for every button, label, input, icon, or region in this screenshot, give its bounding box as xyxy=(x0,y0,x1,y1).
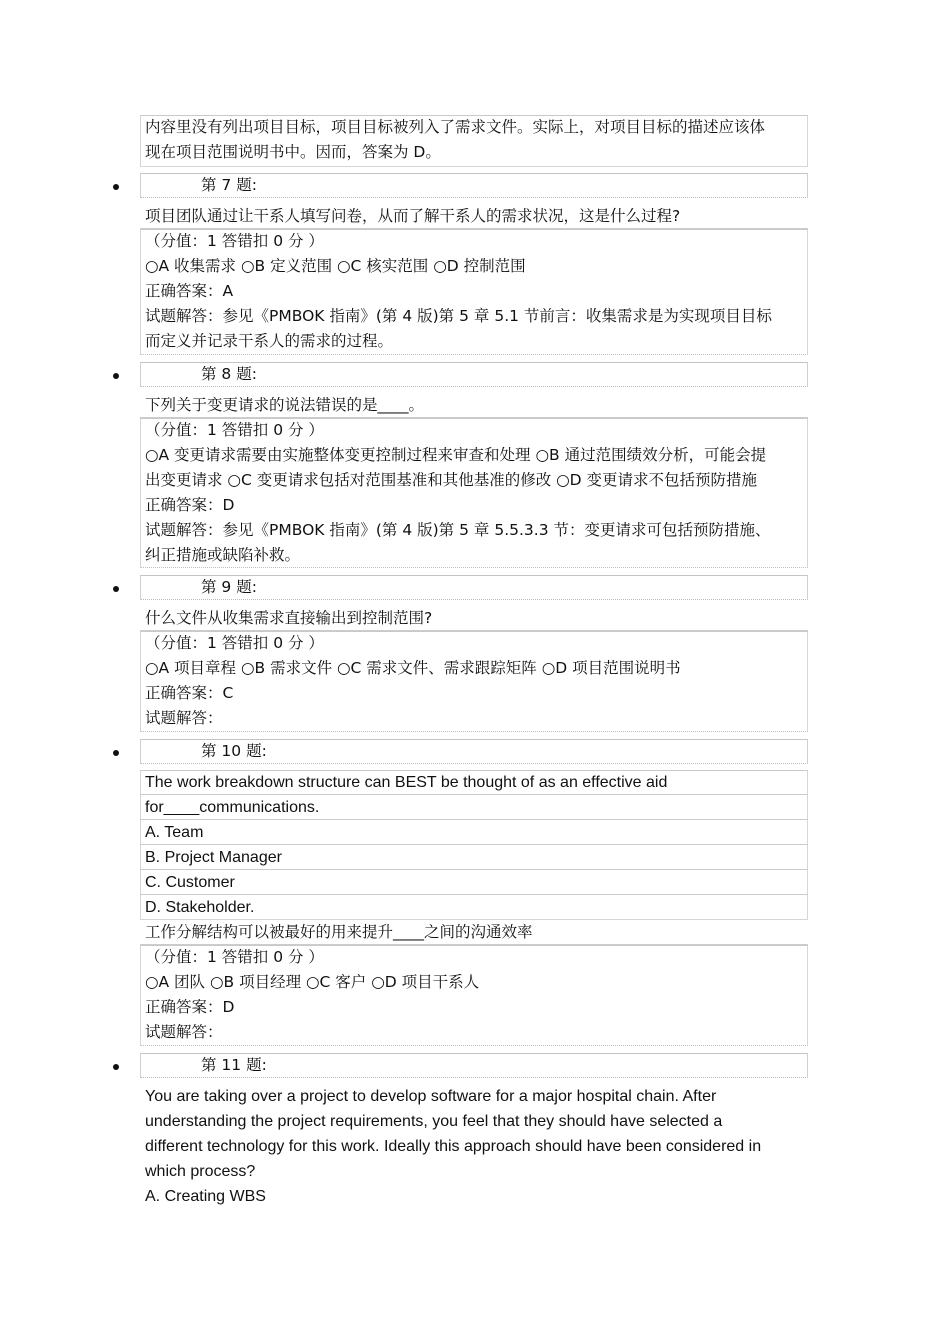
q7-answer: 正确答案：A xyxy=(145,282,234,300)
q10-header xyxy=(140,739,808,764)
q10-option-d: D. Stakeholder. xyxy=(145,899,255,916)
q9-header xyxy=(140,575,808,600)
q8-options-2: 出变更请求 ○C 变更请求包括对范围基准和其他基准的修改 ○D 变更请求不包括预防措施 xyxy=(145,471,758,489)
bullet-icon xyxy=(113,750,119,756)
q11-en-line-4: which process? xyxy=(145,1163,256,1180)
q7-score: （分值：1 答错扣 0 分 ） xyxy=(145,232,324,250)
q10-answer: 正确答案：D xyxy=(145,998,235,1016)
bullet-icon xyxy=(113,184,119,190)
q8-score: （分值：1 答错扣 0 分 ） xyxy=(145,421,324,439)
q10-en-line-1: The work breakdown structure can BEST be thought of as an effective aid xyxy=(140,770,808,795)
q8-header xyxy=(140,362,808,387)
q7-label: 第 7 题: xyxy=(201,176,257,194)
q9-question: 什么文件从收集需求直接输出到控制范围? xyxy=(140,606,808,631)
q11-header xyxy=(140,1053,808,1078)
q10-question-cn: 工作分解结构可以被最好的用来提升____之间的沟通效率 xyxy=(140,920,808,945)
bullet-icon xyxy=(113,1064,119,1070)
bullet-icon xyxy=(113,373,119,379)
q7-explain-2: 而定义并记录干系人的需求的过程。 xyxy=(145,332,394,350)
q10-explain: 试题解答： xyxy=(145,1023,223,1041)
q7-question: 项目团队通过让干系人填写问卷，从而了解干系人的需求状况，这是什么过程? xyxy=(140,204,808,229)
q10-en-line-2: for____communications. xyxy=(140,795,808,820)
intro-line-1: 内容里没有列出项目目标，项目目标被列入了需求文件。实际上，对项目目标的描述应该体 xyxy=(145,118,766,136)
q11-en-line-2: understanding the project requirements, you feel that they should have selected a xyxy=(145,1113,723,1130)
q9-score: （分值：1 答错扣 0 分 ） xyxy=(145,634,324,652)
q8-answer: 正确答案：D xyxy=(145,496,235,514)
q8-label: 第 8 题: xyxy=(201,365,257,383)
q8-explain-2: 纠正措施或缺陷补救。 xyxy=(145,546,301,564)
intro-line-2: 现在项目范围说明书中。因而，答案为 D。 xyxy=(145,143,441,161)
q10-option-b: B. Project Manager xyxy=(140,845,808,870)
q11-en-line-3: different technology for this work. Ideally this approach should have been considered in xyxy=(145,1138,762,1155)
q10-option-c: C. Customer xyxy=(140,870,808,895)
bullet-icon xyxy=(113,586,119,592)
q11-label: 第 11 题: xyxy=(201,1056,267,1074)
q8-explain-1: 试题解答：参见《PMBOK 指南》(第 4 版)第 5 章 5.5.3.3 节：变更请求可包括预防措施、 xyxy=(145,521,771,539)
q9-label: 第 9 题: xyxy=(201,578,257,596)
q10-option-a: A. Team xyxy=(140,820,808,845)
q8-options-1: ○A 变更请求需要由实施整体变更控制过程来审查和处理 ○B 通过范围绩效分析，可能会提 xyxy=(145,446,767,464)
q10-score: （分值：1 答错扣 0 分 ） xyxy=(145,948,324,966)
q11-en-line-1: You are taking over a project to develop software for a major hospital chain. After xyxy=(145,1088,717,1105)
q11-option-a: A. Creating WBS xyxy=(145,1188,266,1205)
q9-options: ○A 项目章程 ○B 需求文件 ○C 需求文件、需求跟踪矩阵 ○D 项目范围说明书 xyxy=(145,659,681,677)
q10-options: ○A 团队 ○B 项目经理 ○C 客户 ○D 项目干系人 xyxy=(145,973,480,991)
q7-explain-1: 试题解答：参见《PMBOK 指南》(第 4 版)第 5 章 5.1 节前言：收集需求是为实现项目目标 xyxy=(145,307,772,325)
q8-question: 下列关于变更请求的说法错误的是____。 xyxy=(140,393,808,418)
q7-options: ○A 收集需求 ○B 定义范围 ○C 核实范围 ○D 控制范围 xyxy=(145,257,526,275)
q9-answer: 正确答案：C xyxy=(145,684,234,702)
q9-explain: 试题解答： xyxy=(145,709,223,727)
q10-label: 第 10 题: xyxy=(201,742,267,760)
q7-header xyxy=(140,173,808,198)
